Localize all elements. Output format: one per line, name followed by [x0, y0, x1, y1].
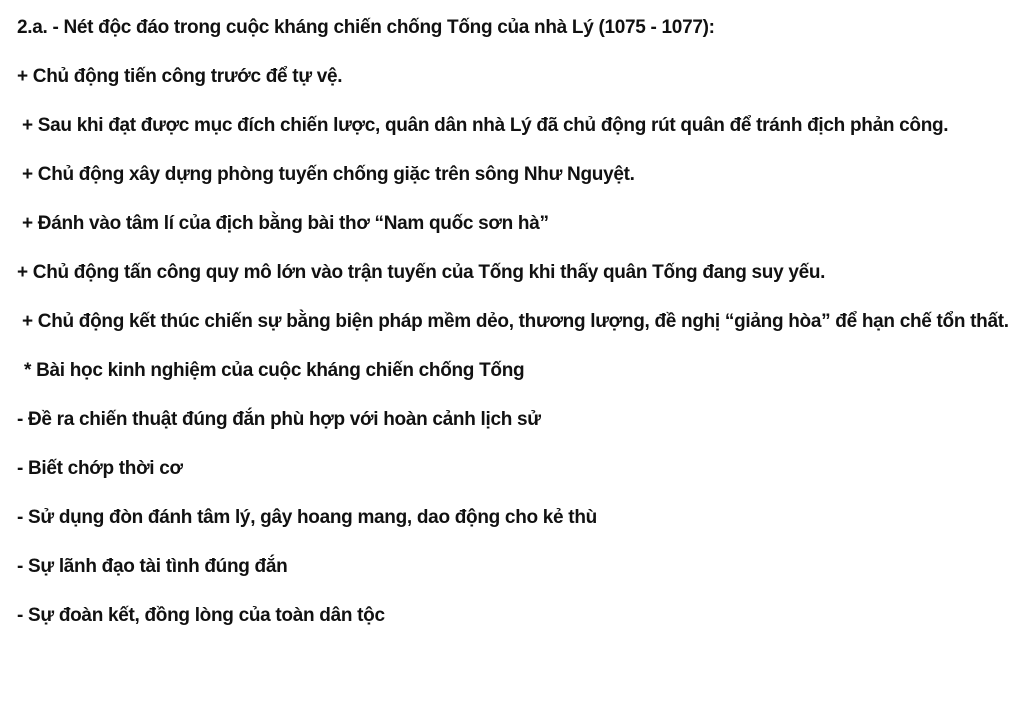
lesson-item: - Sử dụng đòn đánh tâm lý, gây hoang mang, dao động cho kẻ thù	[17, 507, 597, 528]
point-item: + Đánh vào tâm lí của địch bằng bài thơ “Nam quốc sơn hà”	[22, 213, 549, 234]
point-item: + Chủ động tấn công quy mô lớn vào trận tuyến của Tống khi thấy quân Tống đang suy yếu.	[17, 262, 826, 283]
section-heading: 2.a. - Nét độc đáo trong cuộc kháng chiến chống Tống của nhà Lý (1075 - 1077):	[17, 17, 715, 38]
lesson-item: - Sự lãnh đạo tài tình đúng đắn	[17, 556, 288, 577]
lesson-item: - Đề ra chiến thuật đúng đắn phù hợp với hoàn cảnh lịch sử	[17, 409, 541, 430]
lesson-heading: * Bài học kinh nghiệm của cuộc kháng chiến chống Tống	[24, 360, 525, 381]
document-body	[17, 12, 1012, 631]
point-item: + Chủ động kết thúc chiến sự bằng biện pháp mềm dẻo, thương lượng, đề nghị “giảng hòa” để hạn chế tổn thất.	[22, 311, 1009, 332]
lesson-item: - Sự đoàn kết, đồng lòng của toàn dân tộc	[17, 605, 385, 626]
lesson-item: - Biết chớp thời cơ	[17, 458, 183, 479]
point-item: + Sau khi đạt được mục đích chiến lược, quân dân nhà Lý đã chủ động rút quân để tránh địch phản công.	[22, 115, 949, 136]
point-item: + Chủ động xây dựng phòng tuyến chống giặc trên sông Như Nguyệt.	[22, 164, 635, 185]
point-item: + Chủ động tiến công trước để tự vệ.	[17, 66, 343, 87]
